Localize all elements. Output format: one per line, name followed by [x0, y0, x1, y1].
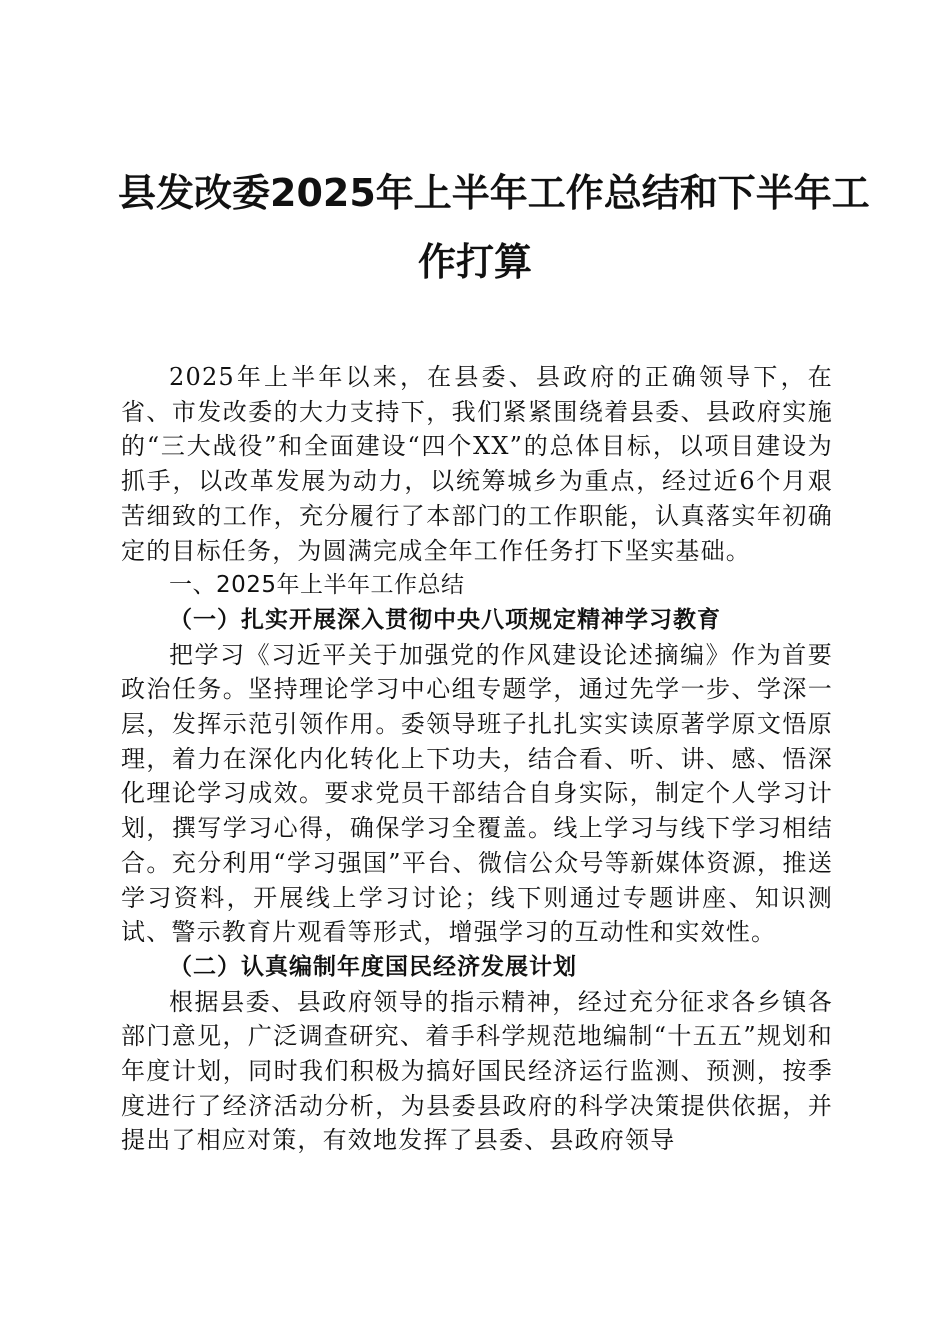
subsection-1-paragraph: 把学习《习近平关于加强党的作风建设论述摘编》作为首要政治任务。坚持理论学习中心组专题学，通过先学一步、学深一层，发挥示范引领作用。委领导班子扎扎实实读原著学原文悟原理，着力在深化内化转化上下功夫，结合看、听、讲、感、悟深化理论学习成效。要求党员干部结合自身实际，制定个人学习计划，撰写学习心得，确保学习全覆盖。线上学习与线下学习相结合。充分利用“学习强国”平台、微信公众号等新媒体资源，推送学习资料，开展线上学习讨论；线下则通过专题讲座、知识测试、警示教育片观看等形式，增强学习的互动性和实效性。 [121, 640, 833, 947]
section-1-heading: 一、2025年上半年工作总结 [169, 572, 465, 599]
intro-paragraph: 2025年上半年以来，在县委、县政府的正确领导下，在省、市发改委的大力支持下，我们紧紧围绕着县委、县政府实施的“三大战役”和全面建设“四个XX”的总体目标，以项目建设为抓手，以改革发展为动力，以统筹城乡为重点，经过近6个月艰苦细致的工作，充分履行了本部门的工作职能，认真落实年初确定的目标任务，为圆满完成全年工作任务打下坚实基础。 [121, 363, 833, 565]
subsection-2-heading: （二）认真编制年度国民经济发展计划 [169, 952, 577, 980]
document-title-line-1: 县发改委2025年上半年工作总结和下半年工 [118, 171, 870, 215]
document-title-line-2: 作打算 [417, 240, 532, 284]
subsection-2-paragraph: 根据县委、县政府领导的指示精神，经过充分征求各乡镇各部门意见，广泛调查研究、着手科学规范地编制“十五五”规划和年度计划，同时我们积极为搞好国民经济运行监测、预测，按季度进行了经济活动分析，为县委县政府的科学决策提供依据，并提出了相应对策，有效地发挥了县委、县政府领导 [121, 987, 833, 1155]
subsection-1-heading: （一）扎实开展深入贯彻中央八项规定精神学习教育 [169, 605, 721, 633]
document-body [121, 360, 833, 1158]
